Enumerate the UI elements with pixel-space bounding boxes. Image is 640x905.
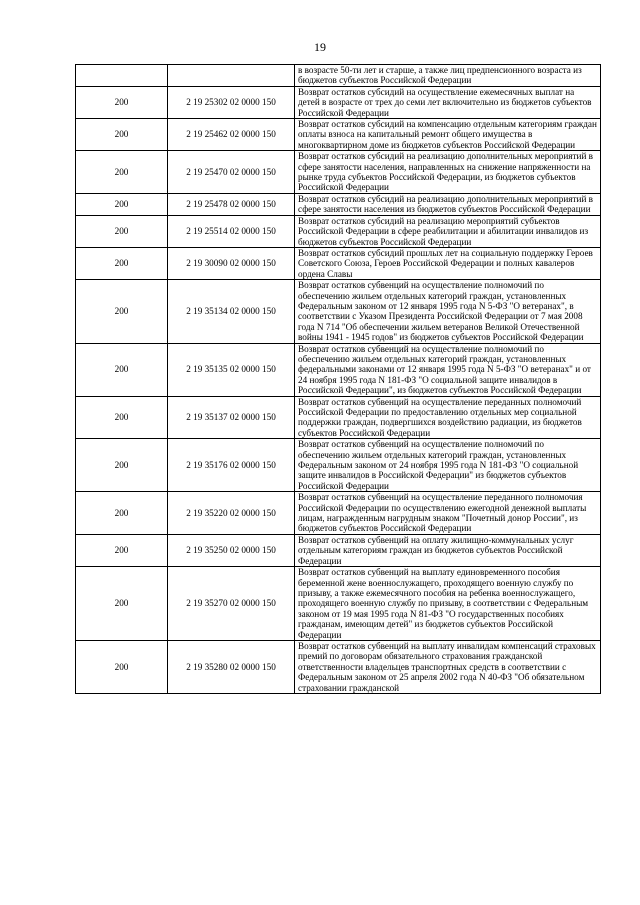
table-row [76, 247, 601, 279]
table-row [76, 119, 601, 151]
description-cell: Возврат остатков субвенций на выплату единовременного пособия беременной жене военнослужащего, проходящего военную службу по призыву, а также ежемесячного пособия на ребенка военнослужащего, проходящего военную службу по призыву, в соответствии с Федеральным законом от 19 мая 1995 года N 81-ФЗ "О государственных пособиях гражданам, имеющим детей" из бюджетов субъектов Российской Федерации [295, 567, 601, 641]
admin-code-cell [76, 65, 168, 87]
table-row [76, 193, 601, 215]
admin-code-cell: 200 [76, 215, 168, 247]
table-row [76, 396, 601, 439]
description-cell: Возврат остатков субсидий на реализацию дополнительных мероприятий в сфере занятости населения из бюджетов субъектов Российской Федерации [295, 193, 601, 215]
budget-codes-table [75, 64, 601, 694]
description-cell: Возврат остатков субсидий на реализацию мероприятий субъектов Российской Федерации в сфере реабилитации и абилитации инвалидов из бюджетов субъектов Российской Федерации [295, 215, 601, 247]
budget-code-cell [168, 65, 295, 87]
budget-code-cell: 2 19 30090 02 0000 150 [168, 247, 295, 279]
budget-code-cell: 2 19 35280 02 0000 150 [168, 640, 295, 693]
description-cell: Возврат остатков субсидий на осуществление ежемесячных выплат на детей в возрасте от трех до семи лет включительно из бюджетов субъектов Российской Федерации [295, 86, 601, 118]
budget-code-cell: 2 19 25470 02 0000 150 [168, 151, 295, 194]
budget-code-cell: 2 19 35250 02 0000 150 [168, 534, 295, 566]
table-row [76, 492, 601, 535]
description-cell: Возврат остатков субвенций на осуществление переданных полномочий Российской Федерации по предоставлению отдельных мер социальной поддержки граждан, подвергшихся воздействию радиации, из бюджетов субъектов Российской Федерации [295, 396, 601, 439]
table-row [76, 215, 601, 247]
description-cell: Возврат остатков субвенций на выплату инвалидам компенсаций страховых премий по договорам обязательного страхования гражданской ответственности владельцев транспортных средств в соответствии с Федеральным законом от 25 апреля 2002 года N 40-ФЗ "Об обязательном страховании гражданской [295, 640, 601, 693]
admin-code-cell: 200 [76, 534, 168, 566]
admin-code-cell: 200 [76, 396, 168, 439]
table-row [76, 280, 601, 343]
budget-code-cell: 2 19 25462 02 0000 150 [168, 119, 295, 151]
table-row [76, 534, 601, 566]
budget-code-cell: 2 19 25478 02 0000 150 [168, 193, 295, 215]
budget-code-cell: 2 19 25514 02 0000 150 [168, 215, 295, 247]
description-cell: Возврат остатков субсидий на реализацию дополнительных мероприятий в сфере занятости населения, направленных на снижение напряженности на рынке труда субъектов Российской Федерации, из бюджетов субъектов Российской Федерации [295, 151, 601, 194]
table-row [76, 65, 601, 87]
admin-code-cell: 200 [76, 247, 168, 279]
table-row [76, 640, 601, 693]
budget-code-cell: 2 19 35270 02 0000 150 [168, 567, 295, 641]
page-number: 19 [314, 40, 326, 54]
table-row [76, 343, 601, 396]
description-cell: Возврат остатков субвенций на осуществление переданного полномочия Российской Федерации по осуществлению ежегодной денежной выплаты лицам, награжденным нагрудным знаком "Почетный донор России", из бюджетов субъектов Российской Федерации [295, 492, 601, 535]
admin-code-cell: 200 [76, 567, 168, 641]
admin-code-cell: 200 [76, 492, 168, 535]
table-row [76, 86, 601, 118]
description-cell: в возрасте 50-ти лет и старше, а также лиц предпенсионного возраста из бюджетов субъектов Российской Федерации [295, 65, 601, 87]
admin-code-cell: 200 [76, 343, 168, 396]
budget-code-cell: 2 19 35220 02 0000 150 [168, 492, 295, 535]
admin-code-cell: 200 [76, 640, 168, 693]
description-cell: Возврат остатков субвенций на оплату жилищно-коммунальных услуг отдельным категориям граждан из бюджетов субъектов Российской Федерации [295, 534, 601, 566]
description-cell: Возврат остатков субсидий прошлых лет на социальную поддержку Героев Советского Союза, Героев Российской Федерации и полных кавалеров ордена Славы [295, 247, 601, 279]
budget-code-cell: 2 19 35134 02 0000 150 [168, 280, 295, 343]
budget-code-cell: 2 19 35176 02 0000 150 [168, 439, 295, 492]
description-cell: Возврат остатков субвенций на осуществление полномочий по обеспечению жильем отдельных категорий граждан, установленных Федеральным законом от 12 января 1995 года N 5-ФЗ "О ветеранах", в соответствии с Указом Президента Российской Федерации от 7 мая 2008 года N 714 "Об обеспечении жильем ветеранов Великой Отечественной войны 1941 - 1945 годов" из бюджетов субъектов Российской Федерации [295, 280, 601, 343]
admin-code-cell: 200 [76, 151, 168, 194]
admin-code-cell: 200 [76, 280, 168, 343]
table-row [76, 439, 601, 492]
description-cell: Возврат остатков субвенций на осуществление полномочий по обеспечению жильем отдельных категорий граждан, установленных Федеральным законом от 24 ноября 1995 года N 181-ФЗ "О социальной защите инвалидов в Российской Федерации" из бюджетов субъектов Российской Федерации [295, 439, 601, 492]
budget-code-cell: 2 19 35137 02 0000 150 [168, 396, 295, 439]
budget-code-cell: 2 19 25302 02 0000 150 [168, 86, 295, 118]
admin-code-cell: 200 [76, 193, 168, 215]
description-cell: Возврат остатков субвенций на осуществление полномочий по обеспечению жильем отдельных категорий граждан, установленных федеральными законами от 12 января 1995 года N 5-ФЗ "О ветеранах" и от 24 ноября 1995 года N 181-ФЗ "О социальной защите инвалидов в Российской Федерации", из бюджетов субъектов Российской Федерации [295, 343, 601, 396]
admin-code-cell: 200 [76, 119, 168, 151]
table-row [76, 567, 601, 641]
table-row [76, 151, 601, 194]
budget-code-cell: 2 19 35135 02 0000 150 [168, 343, 295, 396]
admin-code-cell: 200 [76, 86, 168, 118]
admin-code-cell: 200 [76, 439, 168, 492]
description-cell: Возврат остатков субсидий на компенсацию отдельным категориям граждан оплаты взноса на капитальный ремонт общего имущества в многоквартирном доме из бюджетов субъектов Российской Федерации [295, 119, 601, 151]
